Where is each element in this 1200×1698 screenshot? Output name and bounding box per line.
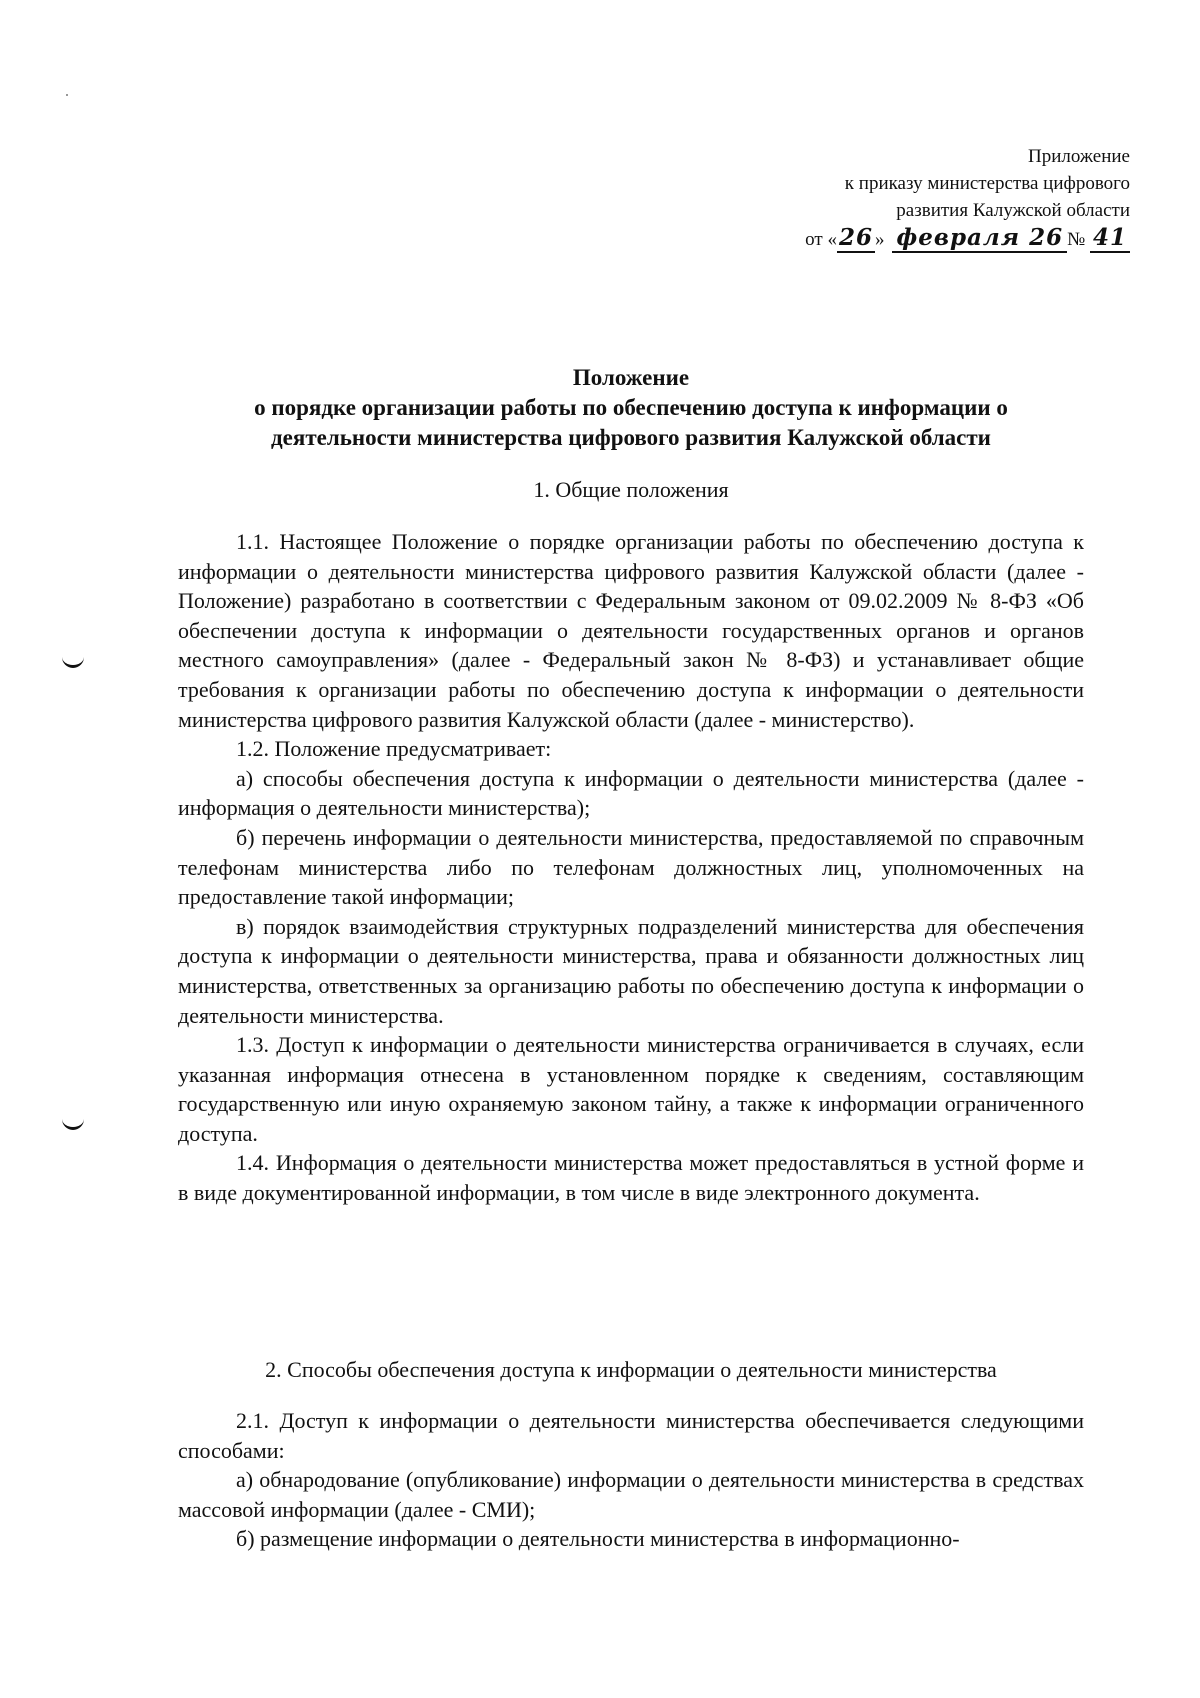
section-2-body (178, 1406, 1084, 1554)
paragraph-1-2-c: в) порядок взаимодействия структурных подразделений министерства для обеспечения доступа к информации о деятельности министерства, права и обязанности должностных лиц министерства, ответственных за организацию работы по обеспечению доступа к информации о деятельности министерства. (178, 913, 1084, 1028)
paragraph-2-1-a: а) обнародование (опубликование) информации о деятельности министерства в средствах массовой информации (далее - СМИ); (178, 1467, 1084, 1522)
paragraph-1-4: 1.4. Информация о деятельности министерства может предоставляться в устной форме и в виде документированной информации, в том числе в виде электронного документа. (178, 1150, 1084, 1206)
title-line-2: о порядке организации работы по обеспечению доступа к информации о (254, 395, 1008, 420)
approval-line-3: развития Калужской области (896, 200, 1130, 221)
paragraph-1-2-a: а) способы обеспечения доступа к информации о деятельности министерства (далее - информация о деятельности министерства); (178, 765, 1084, 821)
approval-line-2: к приказу министерства цифрового (844, 173, 1130, 194)
handwritten-day: 26 (838, 224, 873, 251)
paragraph-1-2: 1.2. Положение предусматривает: (236, 736, 552, 762)
paragraph-1-2-b: б) перечень информации о деятельности министерства, предоставляемой по справочным телефонам министерства либо по телефонам должностных лиц, уполномоченных на предоставление такой информации; (178, 824, 1084, 910)
handwritten-month: февраля 26 (892, 224, 1067, 253)
paragraph-1-1: 1.1. Настоящее Положение о порядке организации работы по обеспечению доступа к информации о деятельности министерства цифрового развития Калужской области (далее - Положение) разработано в соответствии с Федеральным законом от 09.02.2009 № 8-ФЗ «Об обеспечении доступа к информации о деятельности государственных органов и органов местного самоуправления» (далее - Федеральный закон № 8-ФЗ) и устанавливает общие требования к организации работы по обеспечению доступа к информации о деятельности министерства цифрового развития Калужской области (далее - министерство). (178, 529, 1084, 732)
approval-date-line (610, 224, 1130, 253)
section-2-heading: 2. Способы обеспечения доступа к информации о деятельности министерства (265, 1357, 997, 1382)
binding-hole-mark (62, 1117, 84, 1130)
scan-speck (66, 94, 68, 96)
section-1-heading: 1. Общие положения (533, 477, 729, 502)
date-mid: » (874, 229, 885, 250)
section-1-body (178, 527, 1084, 1208)
title-line-3: деятельности министерства цифрового развития Калужской области (271, 425, 991, 450)
handwritten-number: 41 (1090, 224, 1130, 253)
paragraph-2-1: 2.1. Доступ к информации о деятельности министерства обеспечивается следующими способами: (178, 1408, 1084, 1463)
binding-hole-mark (62, 655, 84, 668)
document-title (178, 363, 1084, 453)
date-prefix: от « (805, 229, 837, 250)
approval-block (610, 143, 1130, 253)
number-prefix: № (1067, 229, 1086, 250)
paragraph-2-1-b: б) размещение информации о деятельности министерства в информационно- (236, 1526, 960, 1552)
paragraph-1-3: 1.3. Доступ к информации о деятельности министерства ограничивается в случаях, если указанная информация отнесена в установленном порядке к сведениям, составляющим государственную или иную охраняемую законом тайну, а также к информации ограниченного доступа. (178, 1032, 1084, 1146)
approval-line-1: Приложение (1028, 146, 1130, 167)
title-line-1: Положение (572, 365, 690, 390)
